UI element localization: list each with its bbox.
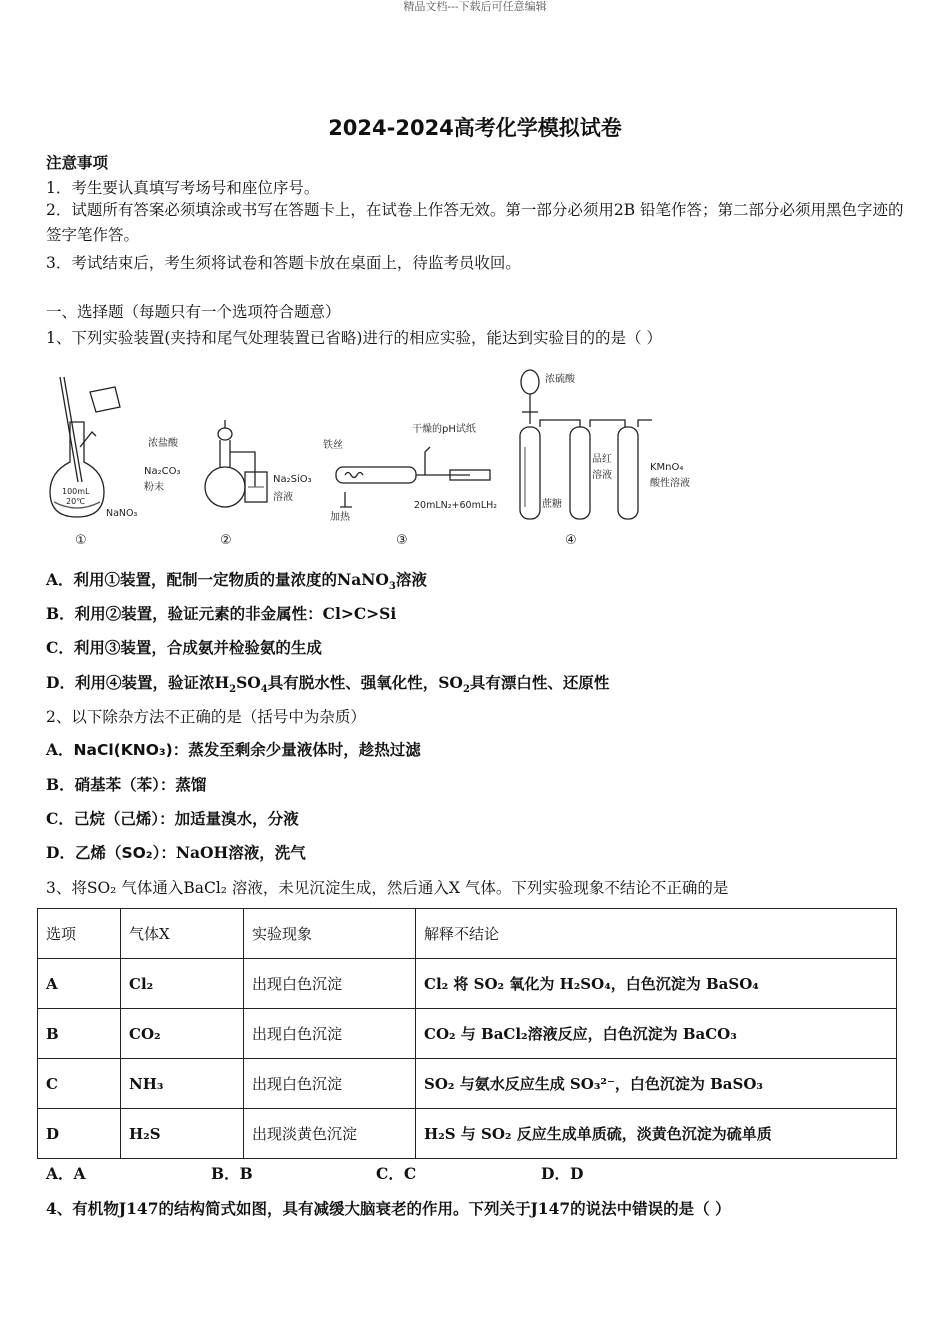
q2-stem: 2、以下除杂方法不正确的是（括号中为杂质） (46, 708, 366, 726)
label-iron: 铁丝 (323, 440, 343, 451)
label-ph-paper: 干燥的pH试纸 (412, 424, 476, 435)
cell-option: C (38, 1059, 121, 1109)
cell-gas: H₂S (121, 1109, 244, 1159)
q1-option-a: A．利用①装置，配制一定物质的量浓度的NaNO$_3$溶液 (46, 570, 427, 593)
q4-stem: 4、有机物J147的结构简式如图，具有减缓大脑衰老的作用。下列关于J147的说法中错误的是（ ） (46, 1199, 731, 1218)
cell-phenomenon: 出现白色沉淀 (244, 1009, 416, 1059)
q3-table (37, 908, 897, 1159)
label-pinred: 品红 (592, 454, 612, 465)
label-nano3: NaNO₃ (106, 508, 138, 519)
cell-gas: CO₂ (121, 1009, 244, 1059)
notice-item-3: 3．考试结束后，考生须将试卷和答题卡放在桌面上，待监考员收回。 (46, 254, 521, 272)
cell-conclusion: SO₂ 与氨水反应生成 SO₃²⁻，白色沉淀为 BaSO₃ (416, 1059, 897, 1109)
q3-stem: 3、将SO₂ 气体通入BaCl₂ 溶液，未见沉淀生成，然后通入X 气体。下列实验现象不结论不正确的是 (46, 879, 729, 897)
table-row (38, 1009, 897, 1059)
q2-option-d: D．乙烯（SO₂）：NaOH溶液，洗气 (46, 843, 306, 862)
cell-option: D (38, 1109, 121, 1159)
label-pinred-solution: 溶液 (592, 470, 612, 481)
label-kmno4-acid: 酸性溶液 (650, 478, 690, 489)
table-row (38, 1109, 897, 1159)
label-flask: 100mL (62, 487, 90, 496)
q1-option-c: C．利用③装置，合成氨并检验氨的生成 (46, 638, 322, 657)
apparatus-2-flask-and-beaker (205, 420, 267, 507)
cell-gas: NH₃ (121, 1059, 244, 1109)
header-phenomenon: 实验现象 (244, 909, 416, 959)
apparatus-4-test-tubes (520, 370, 652, 519)
apparatus-3-combustion-tube (336, 447, 490, 507)
label-powder: 粉末 (144, 482, 164, 493)
q1-option-d: D．利用④装置，验证浓$H_2SO_4$具有脱水性、强氧化性，$SO_2$具有漂白性、还原性 (46, 673, 610, 696)
label-n4: ④ (565, 533, 577, 548)
q2-option-b: B．硝基苯（苯）：蒸馏 (46, 775, 207, 794)
page-title: 2024-2024高考化学模拟试卷 (328, 116, 622, 140)
cell-option: B (38, 1009, 121, 1059)
q1-option-b: B．利用②装置，验证元素的非金属性：Cl>C>Si (46, 604, 397, 623)
apparatus-1-volumetric-flask (50, 377, 120, 517)
header-note: 精品文档---下载后可任意编辑 (403, 0, 547, 13)
cell-conclusion: CO₂ 与 BaCl₂溶液反应，白色沉淀为 BaCO₃ (416, 1009, 897, 1059)
q2-option-c: C．己烷（己烯）：加适量溴水，分液 (46, 809, 299, 828)
q2-option-a: A．NaCl(KNO₃)：蒸发至剩余少量液体时，趁热过滤 (46, 740, 421, 759)
q3-choices (46, 1162, 706, 1184)
label-sucrose: 蔗糖 (542, 499, 562, 510)
table-row (38, 1059, 897, 1109)
q3-choice-c: C．C (376, 1164, 417, 1183)
q1-stem: 1、下列实验装置(夹持和尾气处理装置已省略)进行的相应实验，能达到实验目的的是（ ） (46, 329, 662, 347)
header-option: 选项 (38, 909, 121, 959)
label-gas: 20mLN₂+60mLH₂ (414, 500, 498, 511)
label-na2co3: Na₂CO₃ (144, 466, 181, 477)
notice-item-2: 2．试题所有答案必须填涂或书写在答题卡上，在试卷上作答无效。第一部分必须用2B 铅笔作答；第二部分必须用黑色字迹的签字笔作答。 (46, 201, 904, 244)
notice-heading: 注意事项 (46, 153, 109, 172)
cell-conclusion: Cl₂ 将 SO₂ 氧化为 H₂SO₄，白色沉淀为 BaSO₄ (416, 959, 897, 1009)
q1-apparatus-figure (40, 362, 740, 552)
q3-choice-d: D．D (541, 1164, 584, 1183)
table-row (38, 959, 897, 1009)
q3-choice-a: A．A (46, 1164, 86, 1183)
header-gas: 气体X (121, 909, 244, 959)
notice-item-1: 1．考生要认真填写考场号和座位序号。 (46, 179, 320, 197)
cell-conclusion: H₂S 与 SO₂ 反应生成单质硫，淡黄色沉淀为硫单质 (416, 1109, 897, 1159)
cell-phenomenon: 出现白色沉淀 (244, 1059, 416, 1109)
label-flask-temp: 20℃ (66, 497, 86, 506)
label-n3: ③ (396, 533, 408, 548)
label-h2so4: 浓硫酸 (545, 374, 575, 385)
cell-option: A (38, 959, 121, 1009)
header-conclusion: 解释不结论 (416, 909, 897, 959)
label-na2sio3-solution: 溶液 (273, 492, 293, 503)
cell-gas: Cl₂ (121, 959, 244, 1009)
label-na2sio3: Na₂SiO₃ (273, 474, 312, 485)
table-header-row (38, 909, 897, 959)
label-heat: 加热 (330, 512, 350, 523)
label-kmno4: KMnO₄ (650, 462, 684, 473)
cell-phenomenon: 出现白色沉淀 (244, 959, 416, 1009)
q3-choice-b: B．B (211, 1164, 253, 1183)
section-heading: 一、选择题（每题只有一个选项符合题意） (46, 303, 341, 321)
label-n1: ① (75, 533, 87, 548)
cell-phenomenon: 出现淡黄色沉淀 (244, 1109, 416, 1159)
label-hcl: 浓盐酸 (148, 438, 178, 449)
label-n2: ② (220, 533, 232, 548)
